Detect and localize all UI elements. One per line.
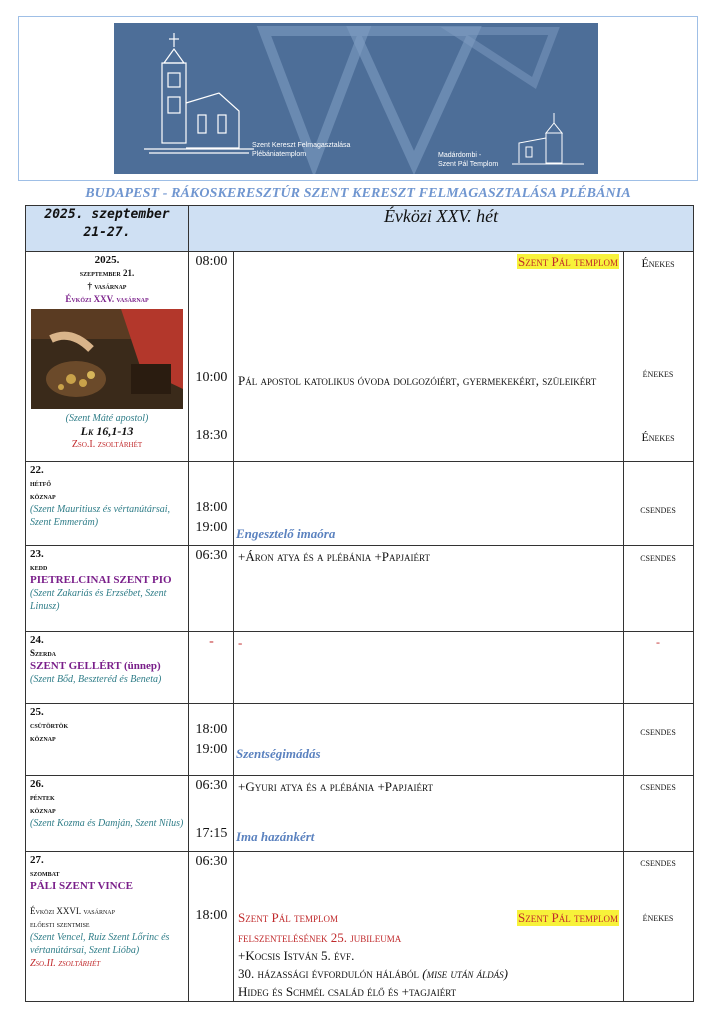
day-row-saturday (26, 852, 694, 1002)
day-cell-friday: 26. péntek köznap (Szent Kozma és Damján, Szent Nílus) (26, 776, 189, 852)
mass-times-monday: 18:00 19:00 (189, 462, 234, 546)
mass-times-sunday: 08:00 10:00 18:30 (189, 252, 234, 462)
day-row-sunday (26, 252, 694, 462)
gospel-reading: Lk 16,1-13 (80, 424, 134, 438)
weekly-schedule-table (25, 205, 694, 1002)
banner-caption-left-1: Szent Kereszt Felmagasztalása (252, 142, 351, 149)
day-cell-sunday: 2025. szeptember 21. † vasárnap Évközi XXV. vasárnap (Szent Máté apostol) Lk 16,1-13 Zso.I. zsoltárhét (26, 252, 189, 462)
day-row-thursday (26, 704, 694, 776)
mass-times-tuesday: 06:30 (189, 546, 234, 632)
day-cell-saturday: 27. szombat PÁLI SZENT VINCE Évközi XXVI. vasárnap előesti szentmise (Szent Vencel, Ruiz Szent Lőrinc és vértanútársai, Szent Lióba) Zso.II. zsoltárhét (26, 852, 189, 1002)
psalter-week-2: Zso.II. zsoltárhét (30, 958, 101, 969)
mass-type-monday: csendes (624, 462, 694, 546)
day-cell-monday: 22. hétfő köznap (Szent Mauritiusz és vértanútársai, Szent Emmerám) (26, 462, 189, 546)
mass-type-saturday: csendes énekes (624, 852, 694, 1002)
mass-times-friday: 06:30 17:15 (189, 776, 234, 852)
location-badge-2: Szent Pál templom (518, 910, 618, 925)
mass-type-sunday: Énekes énekes Énekes (624, 252, 694, 462)
day-row-monday (26, 462, 694, 546)
intentions-monday: Engesztelő imaóra (234, 462, 624, 546)
mass-type-wednesday: - (624, 632, 694, 704)
mass-times-saturday: 06:30 18:00 (189, 852, 234, 1002)
psalter-week: Zso.I. zsoltárhét (71, 439, 143, 450)
intentions-saturday: Szent Pál templom Szent Pál templom felszentelésének 25. jubileuma +Kocsis István 5. évf. 30. házassági évfordulón hálából (mise után áldás) Hideg és Schmél család élő és +tagjaiért (234, 852, 624, 1002)
church-illustration (114, 23, 598, 174)
intentions-sunday: Szent Pál templom Pál apostol katolikus óvoda dolgozóiért, gyermekekért, szüleikért (234, 252, 624, 462)
mass-type-friday: csendes (624, 776, 694, 852)
week-date-range: 2025. szeptember 21-27. (26, 206, 189, 252)
day-row-wednesday (26, 632, 694, 704)
intentions-tuesday: +Áron atya és a plébánia +Papjaiért (234, 546, 624, 632)
location-badge: Szent Pál templom (518, 254, 618, 269)
banner-caption-right-2: Szent Pál Templom (438, 161, 499, 168)
day-cell-wednesday: 24. Szerda SZENT GELLÉRT (ünnep) (Szent Bőd, Beszteréd és Beneta) (26, 632, 189, 704)
day-row-tuesday (26, 546, 694, 632)
parish-title: BUDAPEST - RÁKOSKERESZTÚR SZENT KERESZT FELMAGASZTALÁSA PLÉBÁNIA (85, 186, 631, 201)
mass-times-thursday: 18:00 19:00 (189, 704, 234, 776)
mass-type-tuesday: csendes (624, 546, 694, 632)
intentions-friday: +Gyuri atya és a plébánia +Papjaiért Ima hazánkért (234, 776, 624, 852)
intentions-wednesday: - (234, 632, 624, 704)
banner-artwork (114, 23, 598, 174)
banner-caption-right-1: Madárdombi - (438, 152, 482, 159)
day-row-friday (26, 776, 694, 852)
mass-type-thursday: csendes (624, 704, 694, 776)
saint-matthew-painting (31, 309, 183, 409)
mass-times-wednesday: - (189, 632, 234, 704)
day-cell-tuesday: 23. kedd PIETRELCINAI SZENT PIO (Szent Zakariás és Erzsébet, Szent Linusz) (26, 546, 189, 632)
header-banner (18, 16, 698, 181)
schedule-header-row (26, 206, 694, 252)
day-cell-thursday: 25. csütörtök köznap (26, 704, 189, 776)
week-title: Évközi XXV. hét (189, 206, 694, 252)
intentions-thursday: Szentségimádás (234, 704, 624, 776)
banner-caption-left-2: Plébániatemplom (252, 151, 307, 158)
